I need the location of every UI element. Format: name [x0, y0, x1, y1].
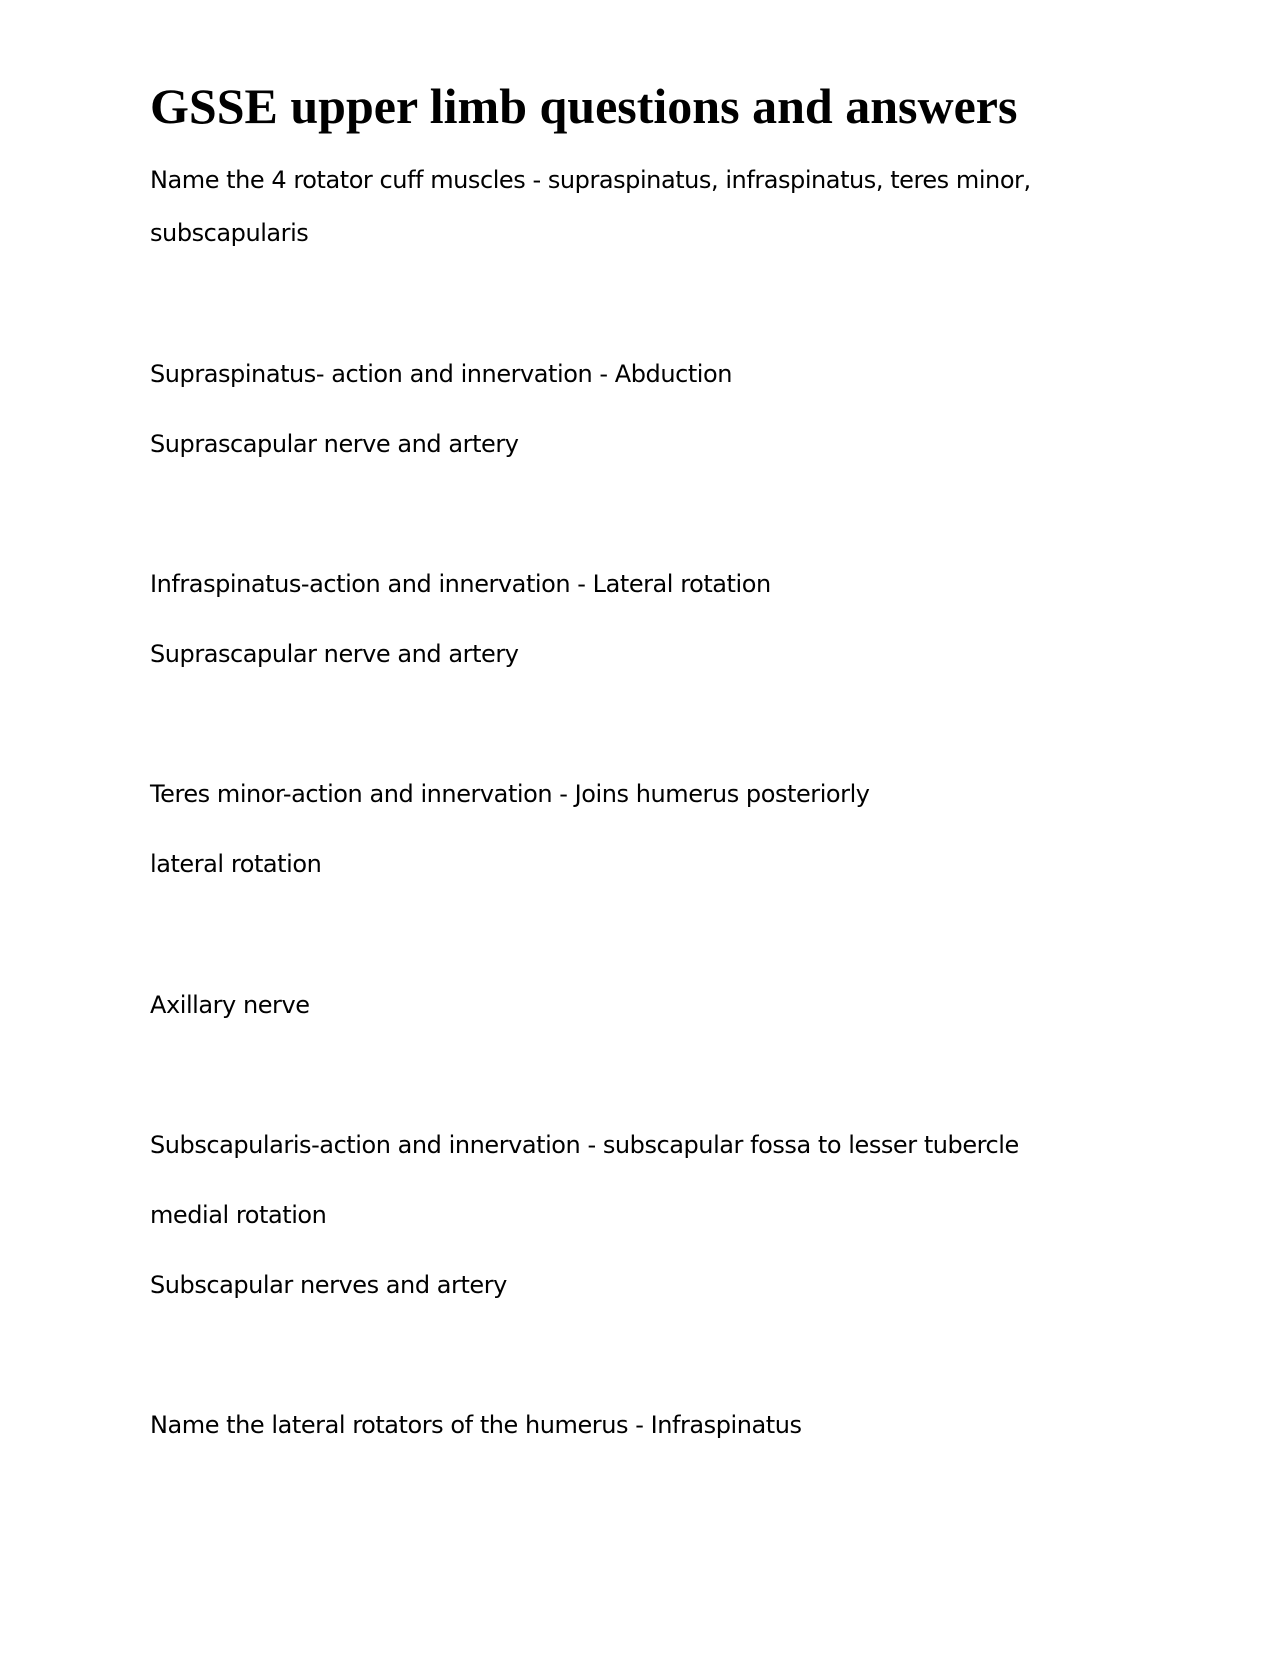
document-line: Teres minor-action and innervation - Joins humerus posteriorly: [150, 780, 870, 808]
document-line: Name the lateral rotators of the humerus - Infraspinatus: [150, 1411, 802, 1439]
document-line: medial rotation: [150, 1201, 327, 1229]
document-line: lateral rotation: [150, 850, 322, 878]
document-line: Suprascapular nerve and artery: [150, 640, 519, 668]
document-line: Subscapularis-action and innervation - subscapular fossa to lesser tubercle: [150, 1131, 1019, 1159]
document-line: Suprascapular nerve and artery: [150, 430, 519, 458]
document-line: subscapularis: [150, 219, 309, 247]
document-line: Axillary nerve: [150, 991, 310, 1019]
document-line: Supraspinatus- action and innervation - Abduction: [150, 360, 733, 388]
document-line: Subscapular nerves and artery: [150, 1271, 507, 1299]
document-line: Name the 4 rotator cuff muscles - supraspinatus, infraspinatus, teres minor,: [150, 166, 1031, 194]
document-line: Infraspinatus-action and innervation - Lateral rotation: [150, 570, 771, 598]
document-title: GSSE upper limb questions and answers: [150, 78, 1018, 134]
